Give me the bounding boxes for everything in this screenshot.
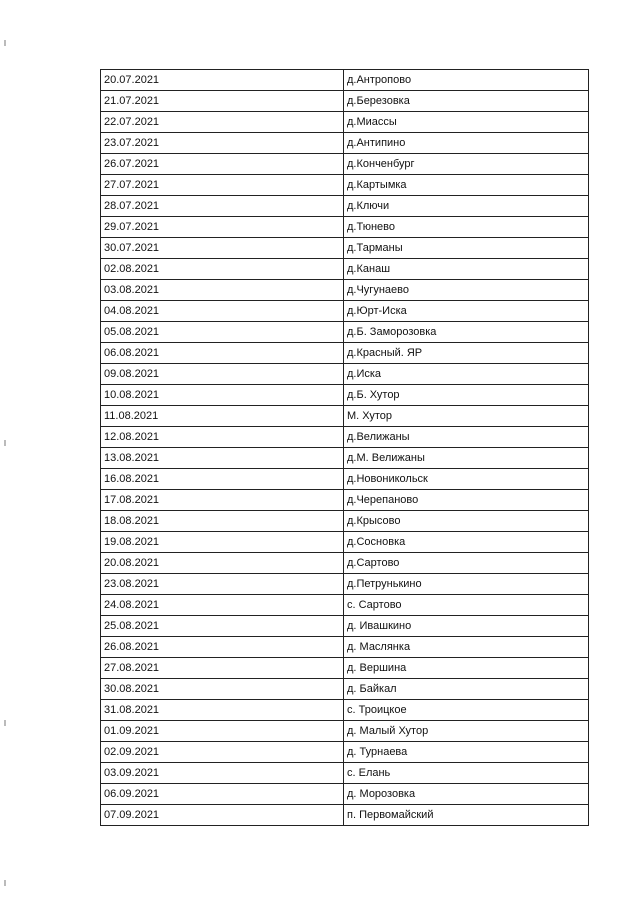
- table-row: [101, 91, 589, 112]
- table-row: [101, 679, 589, 700]
- scan-artifact: [4, 720, 6, 726]
- date-cell: 26.08.2021: [101, 637, 344, 658]
- date-cell: 13.08.2021: [101, 448, 344, 469]
- table-row: [101, 637, 589, 658]
- date-cell: 20.07.2021: [101, 70, 344, 91]
- date-cell: 03.08.2021: [101, 280, 344, 301]
- place-cell: д. Маслянка: [344, 637, 589, 658]
- table-row: [101, 784, 589, 805]
- place-cell: д.Сосновка: [344, 532, 589, 553]
- date-cell: 07.09.2021: [101, 805, 344, 826]
- date-cell: 11.08.2021: [101, 406, 344, 427]
- scan-artifact: [4, 440, 6, 446]
- place-cell: д.Конченбург: [344, 154, 589, 175]
- place-cell: с. Троицкое: [344, 700, 589, 721]
- table-row: [101, 742, 589, 763]
- table-row: [101, 70, 589, 91]
- place-cell: д.Крысово: [344, 511, 589, 532]
- table-row: [101, 343, 589, 364]
- place-cell: д.Миассы: [344, 112, 589, 133]
- date-cell: 04.08.2021: [101, 301, 344, 322]
- table-row: [101, 427, 589, 448]
- table-row: [101, 280, 589, 301]
- place-cell: д.Красный. ЯР: [344, 343, 589, 364]
- table-row: [101, 658, 589, 679]
- table-row: [101, 133, 589, 154]
- table-row: [101, 700, 589, 721]
- place-cell: д.М. Велижаны: [344, 448, 589, 469]
- table-row: [101, 490, 589, 511]
- place-cell: с. Сартово: [344, 595, 589, 616]
- place-cell: д.Антропово: [344, 70, 589, 91]
- schedule-table-body: [101, 70, 589, 826]
- place-cell: д.Березовка: [344, 91, 589, 112]
- table-row: [101, 448, 589, 469]
- date-cell: 29.07.2021: [101, 217, 344, 238]
- table-row: [101, 763, 589, 784]
- scan-artifact: [4, 40, 6, 46]
- date-cell: 16.08.2021: [101, 469, 344, 490]
- date-cell: 09.08.2021: [101, 364, 344, 385]
- place-cell: с. Елань: [344, 763, 589, 784]
- place-cell: д.Велижаны: [344, 427, 589, 448]
- table-row: [101, 322, 589, 343]
- date-cell: 23.07.2021: [101, 133, 344, 154]
- date-cell: 22.07.2021: [101, 112, 344, 133]
- place-cell: д.Антипино: [344, 133, 589, 154]
- date-cell: 17.08.2021: [101, 490, 344, 511]
- date-cell: 30.07.2021: [101, 238, 344, 259]
- date-cell: 27.07.2021: [101, 175, 344, 196]
- scan-artifact: [4, 880, 6, 886]
- date-cell: 06.09.2021: [101, 784, 344, 805]
- place-cell: д.Ключи: [344, 196, 589, 217]
- date-cell: 03.09.2021: [101, 763, 344, 784]
- place-cell: д.Тарманы: [344, 238, 589, 259]
- schedule-table: [100, 69, 589, 826]
- place-cell: д. Ивашкино: [344, 616, 589, 637]
- date-cell: 18.08.2021: [101, 511, 344, 532]
- place-cell: М. Хутор: [344, 406, 589, 427]
- table-row: [101, 385, 589, 406]
- date-cell: 01.09.2021: [101, 721, 344, 742]
- date-cell: 12.08.2021: [101, 427, 344, 448]
- table-row: [101, 406, 589, 427]
- place-cell: д.Картымка: [344, 175, 589, 196]
- table-row: [101, 574, 589, 595]
- table-row: [101, 364, 589, 385]
- table-row: [101, 154, 589, 175]
- table-row: [101, 532, 589, 553]
- place-cell: д.Канаш: [344, 259, 589, 280]
- date-cell: 20.08.2021: [101, 553, 344, 574]
- place-cell: п. Первомайский: [344, 805, 589, 826]
- place-cell: д.Иска: [344, 364, 589, 385]
- place-cell: д.Юрт-Иска: [344, 301, 589, 322]
- table-row: [101, 805, 589, 826]
- place-cell: д. Морозовка: [344, 784, 589, 805]
- table-row: [101, 259, 589, 280]
- date-cell: 02.08.2021: [101, 259, 344, 280]
- date-cell: 10.08.2021: [101, 385, 344, 406]
- table-row: [101, 175, 589, 196]
- date-cell: 05.08.2021: [101, 322, 344, 343]
- place-cell: д.Новоникольск: [344, 469, 589, 490]
- table-row: [101, 469, 589, 490]
- table-row: [101, 553, 589, 574]
- table-row: [101, 301, 589, 322]
- place-cell: д.Черепаново: [344, 490, 589, 511]
- date-cell: 31.08.2021: [101, 700, 344, 721]
- table-row: [101, 196, 589, 217]
- place-cell: д. Малый Хутор: [344, 721, 589, 742]
- place-cell: д.Петрунькино: [344, 574, 589, 595]
- date-cell: 19.08.2021: [101, 532, 344, 553]
- date-cell: 02.09.2021: [101, 742, 344, 763]
- place-cell: д.Чугунаево: [344, 280, 589, 301]
- table-row: [101, 595, 589, 616]
- table-row: [101, 217, 589, 238]
- date-cell: 26.07.2021: [101, 154, 344, 175]
- table-row: [101, 112, 589, 133]
- date-cell: 23.08.2021: [101, 574, 344, 595]
- date-cell: 21.07.2021: [101, 91, 344, 112]
- place-cell: д. Вершина: [344, 658, 589, 679]
- table-row: [101, 616, 589, 637]
- place-cell: д.Б. Заморозовка: [344, 322, 589, 343]
- date-cell: 06.08.2021: [101, 343, 344, 364]
- date-cell: 25.08.2021: [101, 616, 344, 637]
- table-row: [101, 721, 589, 742]
- place-cell: д.Б. Хутор: [344, 385, 589, 406]
- date-cell: 24.08.2021: [101, 595, 344, 616]
- place-cell: д.Сартово: [344, 553, 589, 574]
- table-row: [101, 511, 589, 532]
- date-cell: 27.08.2021: [101, 658, 344, 679]
- place-cell: д. Турнаева: [344, 742, 589, 763]
- table-row: [101, 238, 589, 259]
- place-cell: д.Тюнево: [344, 217, 589, 238]
- date-cell: 30.08.2021: [101, 679, 344, 700]
- date-cell: 28.07.2021: [101, 196, 344, 217]
- place-cell: д. Байкал: [344, 679, 589, 700]
